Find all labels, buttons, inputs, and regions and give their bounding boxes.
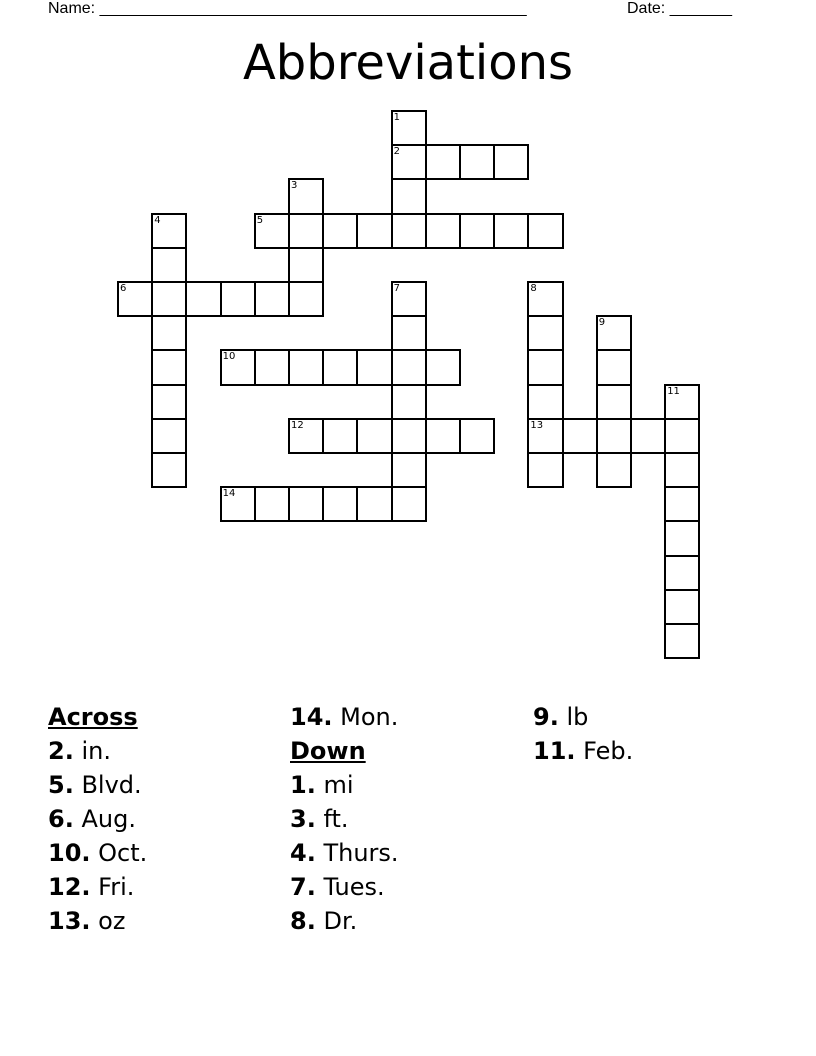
clue-text: Oct. [98, 839, 148, 867]
clue-text: Mon. [340, 703, 399, 731]
clue-down-8 [290, 904, 399, 938]
grid-cell[interactable] [527, 452, 563, 488]
grid-cell[interactable] [391, 281, 427, 317]
clue-across-6 [48, 802, 147, 836]
clue-number: 13. [48, 907, 91, 935]
clue-number-label: 9 [598, 317, 606, 329]
grid-cell[interactable] [664, 384, 700, 420]
clue-down-11 [533, 734, 633, 768]
grid-cell[interactable] [391, 315, 427, 351]
grid-cell[interactable] [664, 623, 700, 659]
grid-cell[interactable] [596, 384, 632, 420]
grid-cell[interactable] [664, 520, 700, 556]
clue-number: 11. [533, 737, 576, 765]
grid-cell[interactable] [391, 486, 427, 522]
grid-cell[interactable] [459, 418, 495, 454]
grid-cell[interactable] [425, 213, 461, 249]
grid-cell[interactable] [596, 349, 632, 385]
grid-cell[interactable] [391, 144, 427, 180]
clue-across-10 [48, 836, 147, 870]
clue-number: 4. [290, 839, 316, 867]
clue-text: Aug. [81, 805, 136, 833]
grid-cell[interactable] [185, 281, 221, 317]
grid-cell[interactable] [322, 418, 358, 454]
clue-down-9 [533, 700, 633, 734]
grid-cell[interactable] [356, 418, 392, 454]
grid-cell[interactable] [459, 213, 495, 249]
grid-cell[interactable] [391, 110, 427, 146]
grid-cell[interactable] [322, 486, 358, 522]
grid-cell[interactable] [322, 349, 358, 385]
grid-cell[interactable] [596, 452, 632, 488]
clue-number-label: 11 [667, 385, 680, 397]
clue-down-3 [290, 802, 399, 836]
clue-number: 7. [290, 873, 316, 901]
clue-text: Fri. [98, 873, 135, 901]
grid-cell[interactable] [151, 418, 187, 454]
clue-number: 14. [290, 703, 333, 731]
grid-cell[interactable] [288, 281, 324, 317]
clue-number-label: 2 [393, 146, 400, 158]
grid-cell[interactable] [527, 349, 563, 385]
clue-number-label: 6 [120, 283, 127, 294]
clue-number-label: 1 [393, 112, 400, 123]
grid-cell[interactable] [493, 213, 529, 249]
grid-cell[interactable] [425, 418, 461, 454]
grid-cell[interactable] [288, 178, 324, 214]
grid-cell[interactable] [288, 213, 324, 249]
grid-cell[interactable] [425, 144, 461, 180]
clue-text: oz [98, 907, 126, 935]
grid-cell[interactable] [220, 349, 256, 385]
clue-number-label: 13 [530, 419, 544, 431]
page-title: Abbreviations [242, 35, 574, 91]
grid-cell[interactable] [391, 384, 427, 420]
clue-across-13 [48, 904, 147, 938]
clue-across-14 [290, 700, 399, 734]
grid-cell[interactable] [220, 281, 256, 317]
clue-number-label: 7 [393, 283, 400, 294]
grid-cell[interactable] [527, 281, 563, 317]
grid-cell[interactable] [391, 418, 427, 454]
clue-text: ft. [323, 805, 349, 833]
clue-number: 9. [533, 703, 559, 731]
clue-text: Dr. [323, 907, 358, 935]
grid-cell[interactable] [356, 349, 392, 385]
clue-number-label: 5 [256, 214, 264, 226]
grid-cell[interactable] [664, 486, 700, 522]
grid-cell[interactable] [254, 213, 290, 249]
grid-cell[interactable] [664, 452, 700, 488]
grid-cell[interactable] [630, 418, 666, 454]
clue-number: 1. [290, 771, 316, 799]
grid-cell[interactable] [425, 349, 461, 385]
clue-across-2 [48, 734, 147, 768]
grid-cell[interactable] [356, 486, 392, 522]
grid-cell[interactable] [527, 315, 563, 351]
clue-text: in. [81, 737, 111, 765]
grid-cell[interactable] [151, 315, 187, 351]
clue-column-2 [290, 700, 399, 938]
grid-cell[interactable] [527, 213, 563, 249]
grid-cell[interactable] [254, 349, 290, 385]
clue-text: Feb. [583, 737, 634, 765]
clue-text: Blvd. [81, 771, 142, 799]
grid-cell[interactable] [664, 418, 700, 454]
clue-column-1 [48, 700, 147, 938]
clue-number-label: 14 [222, 488, 236, 500]
grid-cell[interactable] [356, 213, 392, 249]
clue-number-label: 12 [291, 419, 304, 431]
grid-cell[interactable] [527, 384, 563, 420]
clue-number: 12. [48, 873, 91, 901]
grid-cell[interactable] [562, 418, 598, 454]
clue-down-1 [290, 768, 399, 802]
clue-number-label: 4 [154, 214, 161, 226]
clue-text: lb [566, 703, 589, 731]
grid-cell[interactable] [151, 384, 187, 420]
grid-cell[interactable] [391, 213, 427, 249]
clue-number: 5. [48, 771, 74, 799]
grid-cell[interactable] [151, 349, 187, 385]
grid-cell[interactable] [151, 281, 187, 317]
name-field-line: Name: ________________________________________________ [48, 0, 527, 17]
clue-down-7 [290, 870, 399, 904]
grid-cell[interactable] [288, 418, 324, 454]
grid-cell[interactable] [322, 213, 358, 249]
clue-number: 3. [290, 805, 316, 833]
grid-cell[interactable] [254, 486, 290, 522]
clue-down-4 [290, 836, 399, 870]
grid-cell[interactable] [596, 418, 632, 454]
clue-number: 2. [48, 737, 74, 765]
clue-text: Thurs. [323, 839, 399, 867]
grid-cell[interactable] [664, 555, 700, 591]
grid-cell[interactable] [493, 144, 529, 180]
grid-cell[interactable] [664, 589, 700, 625]
clue-number: 6. [48, 805, 74, 833]
grid-cell[interactable] [151, 247, 187, 283]
clue-number-label: 10 [222, 351, 236, 363]
date-field-line: Date: _______ [627, 0, 732, 17]
grid-cell[interactable] [288, 247, 324, 283]
grid-cell[interactable] [391, 452, 427, 488]
clue-number-label: 8 [530, 283, 537, 294]
clue-text: Tues. [323, 873, 385, 901]
grid-cell[interactable] [288, 349, 324, 385]
across-heading: Across [48, 703, 138, 731]
grid-cell[interactable] [596, 315, 632, 351]
grid-cell[interactable] [254, 281, 290, 317]
grid-cell[interactable] [288, 486, 324, 522]
grid-cell[interactable] [459, 144, 495, 180]
clue-number-label: 3 [291, 180, 298, 192]
grid-cell[interactable] [527, 418, 563, 454]
clue-across-5 [48, 768, 147, 802]
grid-cell[interactable] [220, 486, 256, 522]
grid-cell[interactable] [151, 213, 187, 249]
grid-cell[interactable] [117, 281, 153, 317]
clue-text: mi [323, 771, 354, 799]
clue-number: 10. [48, 839, 91, 867]
clue-column-3 [533, 700, 633, 768]
clue-across-12 [48, 870, 147, 904]
clue-number: 8. [290, 907, 316, 935]
down-heading: Down [290, 737, 366, 765]
grid-cell[interactable] [391, 178, 427, 214]
grid-cell[interactable] [151, 452, 187, 488]
grid-cell[interactable] [391, 349, 427, 385]
